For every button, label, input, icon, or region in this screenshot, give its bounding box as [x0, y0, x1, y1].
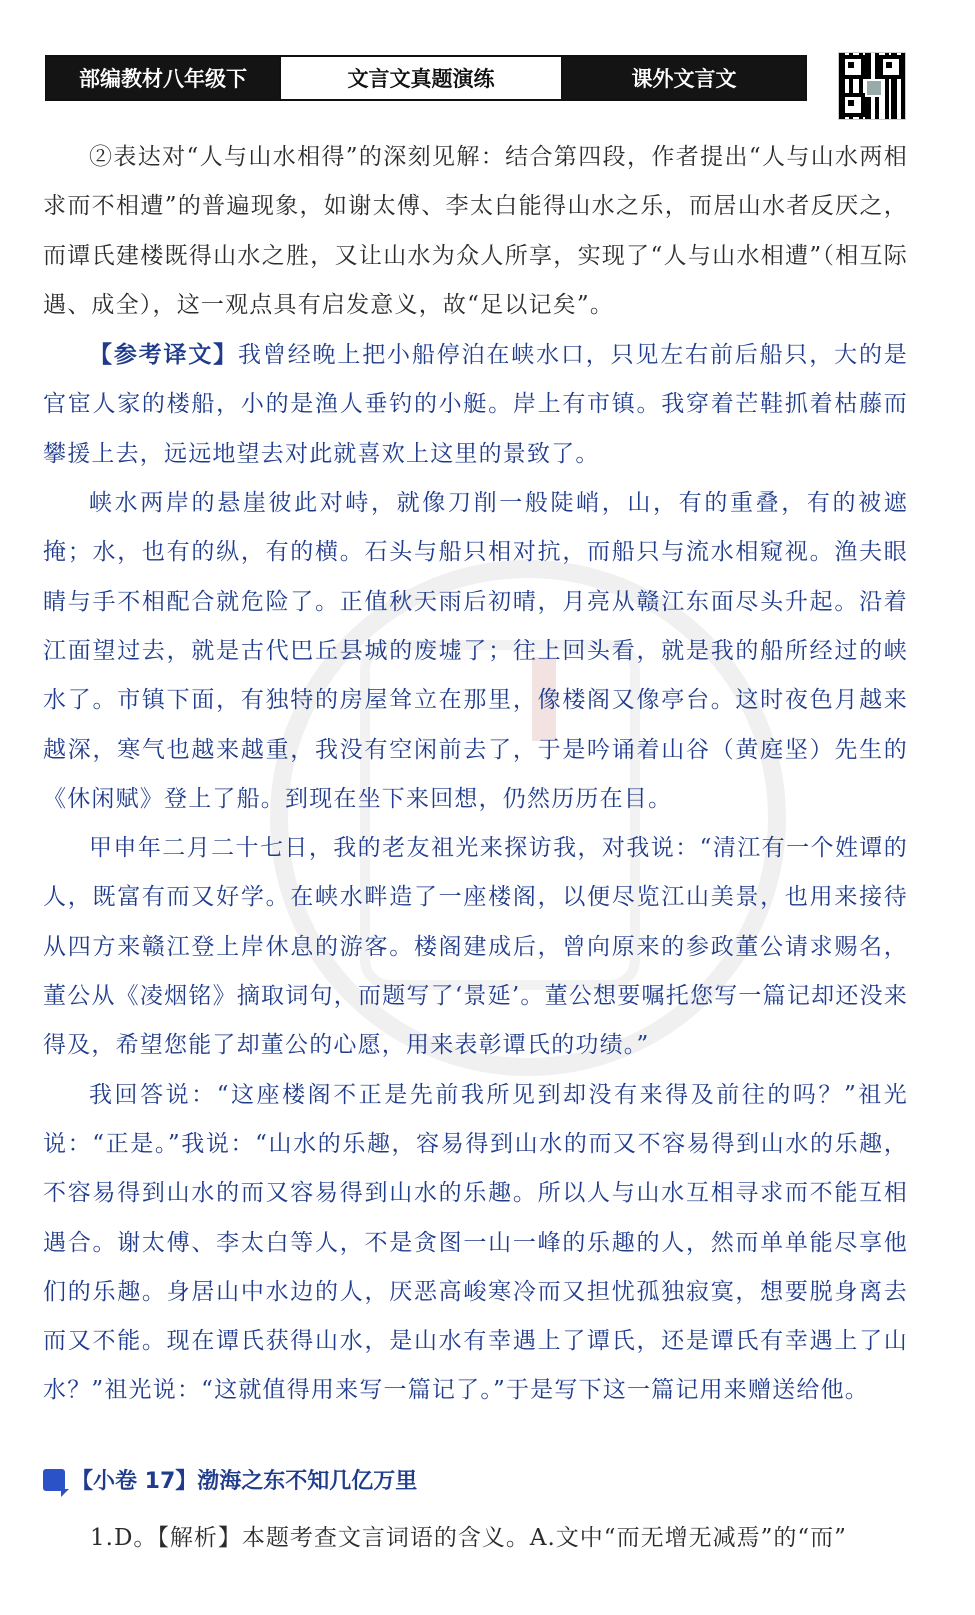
translation-paragraph: 甲申年二月二十七日，我的老友祖光来探访我，对我说：“清江有一个姓谭的人，既富有而又好学。在峡水畔造了一座楼阁，以便尽览江山美景，也用来接待从四方来赣江登上岸休息的游客。楼阁建成后，曾向原来的参政董公请求赐名，董公从《凌烟铭》摘取词句，而题写了‘景延’。董公想要嘱托您写一篇记却还没来得及，希望您能了却董公的心愿，用来表彰谭氏的功绩。”: [43, 835, 908, 1059]
qr-code-icon[interactable]: [838, 52, 906, 120]
answer-line: 1.D。【解析】本题考查文言词语的含义。A.文中“而无增无减焉”的“而”: [90, 1525, 847, 1551]
header-topic: 文言文真题演练: [279, 57, 563, 99]
qr-finder: [841, 55, 865, 79]
qr-finder: [879, 55, 903, 79]
comment-icon: [43, 1469, 65, 1491]
analysis-paragraph: ②表达对“人与山水相得”的深刻见解：结合第四段，作者提出“人与山水两相求而不相遭”的普遍现象，如谢太傅、李太白能得山水之乐，而居山水者反厌之，而谭氏建楼既得山水之胜，又让山水为众人所享，实现了“人与山水相遭”（相互际遇、成全），这一观点具有启发意义，故“足以记矣”。: [43, 144, 908, 318]
translation-paragraph: [43, 330, 908, 479]
section-heading: [43, 1464, 417, 1495]
translation-text: 我曾经晚上把小船停泊在峡水口，只见左右前后船只，大的是官宦人家的楼船，小的是渔人垂钓的小艇。岸上有市镇。我穿着芒鞋抓着枯藤而攀援上去，远远地望去对此就喜欢上这里的景致了。: [43, 342, 908, 467]
qr-finder: [841, 93, 865, 117]
header-bar: [45, 55, 807, 101]
header-grade: 部编教材八年级下: [47, 57, 279, 99]
article-body: [43, 133, 908, 1416]
qr-logo: [865, 79, 883, 97]
translation-tag: 【参考译文】: [89, 341, 239, 369]
header-category: 课外文言文: [563, 57, 805, 99]
translation-paragraph: 我回答说：“这座楼阁不正是先前我所见到却没有来得及前往的吗？”祖光说：“正是。”我说：“山水的乐趣，容易得到山水的而又不容易得到山水的乐趣，不容易得到山水的而又容易得到山水的乐趣。所以人与山水互相寻求而不能互相遇合。谢太傅、李太白等人，不是贪图一山一峰的乐趣的人，然而单单能尽享他们的乐趣。身居山中水边的人，厌恶高峻寒冷而又担忧孤独寂寞，想要脱身离去而又不能。现在谭氏获得山水，是山水有幸遇上了谭氏，还是谭氏有幸遇上了山水？”祖光说：“这就值得用来写一篇记了。”于是写下这一篇记用来赠送给他。: [43, 1081, 908, 1404]
translation-paragraph: 峡水两岸的悬崖彼此对峙，就像刀削一般陡峭，山，有的重叠，有的被遮掩；水，也有的纵，有的横。石头与船只相对抗，而船只与流水相窥视。渔夫眼睛与手不相配合就危险了。正值秋天雨后初晴，月亮从赣江东面尽头升起。沿着江面望过去，就是古代巴丘县城的废墟了；往上回头看，就是我的船所经过的峡水了。市镇下面，有独特的房屋耸立在那里，像楼阁又像亭台。这时夜色月越来越深，寒气也越来越重，我没有空闲前去了，于是吟诵着山谷（黄庭坚）先生的《休闲赋》登上了船。到现在坐下来回想，仍然历历在目。: [43, 490, 908, 812]
section-heading-text: 【小卷 17】渤海之东不知几亿万里: [71, 1469, 418, 1494]
